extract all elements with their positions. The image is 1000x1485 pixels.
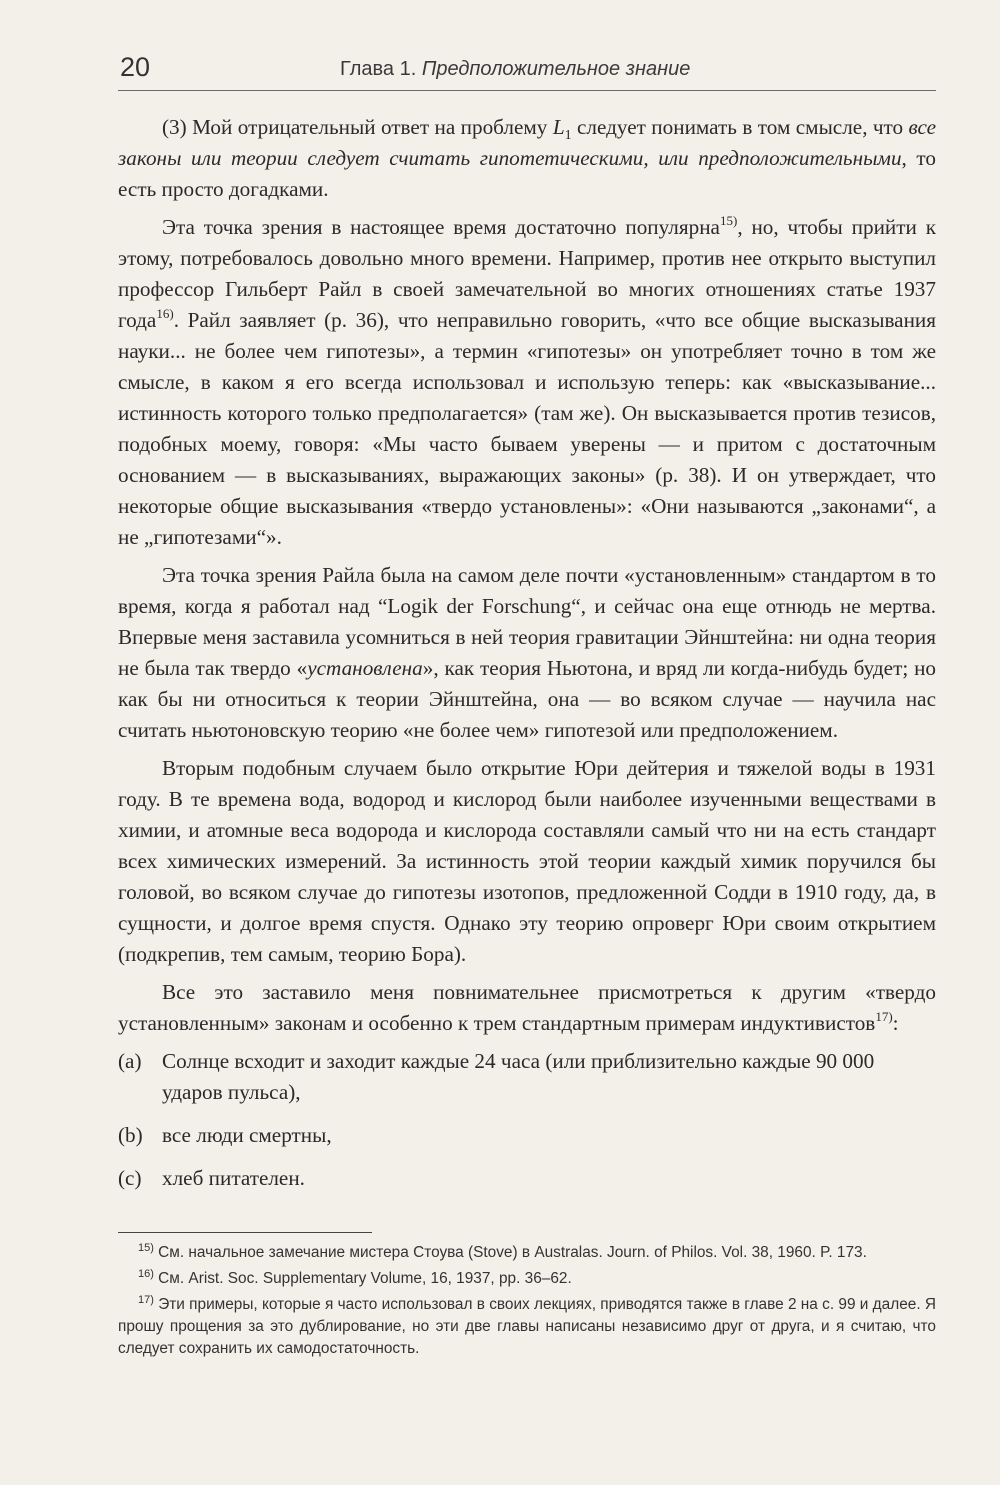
variable-subscript: 1 [564, 128, 572, 144]
list-marker: (b) [118, 1123, 143, 1147]
variable-letter: L [552, 115, 565, 139]
text-run: (3) Мой отрицательный ответ на проблему [162, 115, 553, 139]
footnotes [118, 1242, 936, 1364]
running-head [340, 58, 690, 81]
footnote-number: 15) [138, 1242, 154, 1254]
text-run: следует понимать в том смысле, что [571, 115, 909, 139]
emphasis-text: все законы или теории следует считать гипотетическими, или предположительными [118, 115, 936, 170]
list-marker: (a) [118, 1049, 142, 1073]
list-item-text: Солнце всходит и заходит каждые 24 часа (или приблизительно каждые 90 000 ударов пульса), [162, 1049, 875, 1104]
list-marker: (c) [118, 1166, 142, 1190]
chapter-title: Предположительное знание [421, 58, 691, 80]
text-run: . Райл заявляет (p. 36), что неправильно говорить, «что все общие высказывания науки... не более чем гипотезы», а термин «гипотезы» он употребляет точно в том же смысле, в каком я его всегда использовал и использую теперь: как «высказывание... истинность которого только предполагается» (там же). Он высказывается против тезисов, подобных моему, говоря: «Мы часто бываем уверены — и притом с достаточным основанием — в высказываниях, выражающих законы» (p. 38). И он утверждает, что некоторые общие высказывания «твердо установлены»: «Они называются „законами“, а не „гипотезами“». [118, 308, 936, 549]
paragraph-2 [118, 212, 936, 553]
text-run: Эта точка зрения в настоящее время достаточно популярна [162, 215, 720, 239]
emphasis-text: установлена [307, 656, 423, 680]
footnote-number: 16) [138, 1268, 154, 1280]
chapter-label: Глава 1. [340, 58, 417, 80]
variable-l1 [552, 115, 572, 144]
footnote-17 [118, 1294, 936, 1360]
footnote-text: См. Arist. Soc. Supplementary Volume, 16, 1937, pp. 36–62. [153, 1270, 572, 1287]
paragraph-1 [118, 112, 936, 205]
list-item-text: хлеб питателен. [162, 1166, 305, 1190]
text-run: , то есть просто догадками. [118, 146, 936, 201]
paragraph-5 [118, 977, 936, 1039]
paragraph-4: Вторым подобным случаем было открытие Юри дейтерия и тяжелой воды в 1931 году. В те времена вода, водород и кислород были наиболее изученными веществами в химии, и атомные веса водорода и кислорода составляли самый что ни на есть стандарт всех химических измерений. За истинность этой теории каждый химик поручился бы головой, во всяком случае до гипотезы изотопов, предложенной Содди в 1910 году, да, в сущности, и долгое время спустя. Однако эту теорию опроверг Юри своим открытием (подкрепив, тем самым, теорию Бора). [118, 756, 936, 966]
text-run: », как теория Ньютона, и вряд ли когда-нибудь будет; но как бы ни относиться к теории Эйнштейна, она — во всяком случае — научила нас считать ньютоновскую теорию «не более чем» гипотезой или предположением. [118, 656, 937, 742]
examples-list [118, 1046, 936, 1194]
list-item [118, 1120, 936, 1151]
footnote-15 [118, 1242, 936, 1264]
footnote-number: 17) [138, 1294, 154, 1306]
text-run: : [892, 1011, 899, 1035]
main-text [118, 112, 936, 1206]
text-run: Все это заставило меня повнимательнее присмотреться к другим «твердо установленным» законам и особенно к трем стандартным примерам индуктивистов [118, 980, 936, 1035]
list-item [118, 1046, 936, 1108]
footnote-ref-17: 17) [875, 1009, 893, 1024]
list-item [118, 1163, 936, 1194]
text-run: Эта точка зрения Райла была на самом деле почти «установленным» стандартом в то время, когда я работал над “Logik der Forschung“, и сейчас она еще отнюдь не мертва. Впервые меня заставила усомниться в ней теория гравитации Эйнштейна: ни одна теория не была так твердо « [118, 563, 936, 680]
footnote-16 [118, 1268, 936, 1290]
paragraph-3 [118, 560, 936, 746]
running-header [118, 50, 936, 91]
page-number: 20 [120, 52, 151, 82]
footnote-ref-15: 15) [719, 213, 738, 228]
footnote-text: Эти примеры, которые я часто использовал в своих лекциях, приводятся также в главе 2 на с. 99 и далее. Я прошу прощения за это дублирование, но эти две главы написаны независимо друг от друга, и я считаю, что следует сохранить их самодостаточность. [118, 1296, 936, 1357]
text-run: , но, чтобы прийти к этому, потребовалось довольно много времени. Например, против нее открыто выступил профессор Гильберт Райл в своей замечательной во многих отношениях статье 1937 года [118, 215, 936, 332]
footnote-text: См. начальное замечание мистера Стоува (Stove) в Australas. Journ. of Philos. Vol. 38, 1960. P. 173. [153, 1244, 867, 1261]
list-item-text: все люди смертны, [162, 1123, 332, 1147]
footnote-divider [118, 1232, 372, 1233]
footnote-ref-16: 16) [156, 306, 174, 321]
